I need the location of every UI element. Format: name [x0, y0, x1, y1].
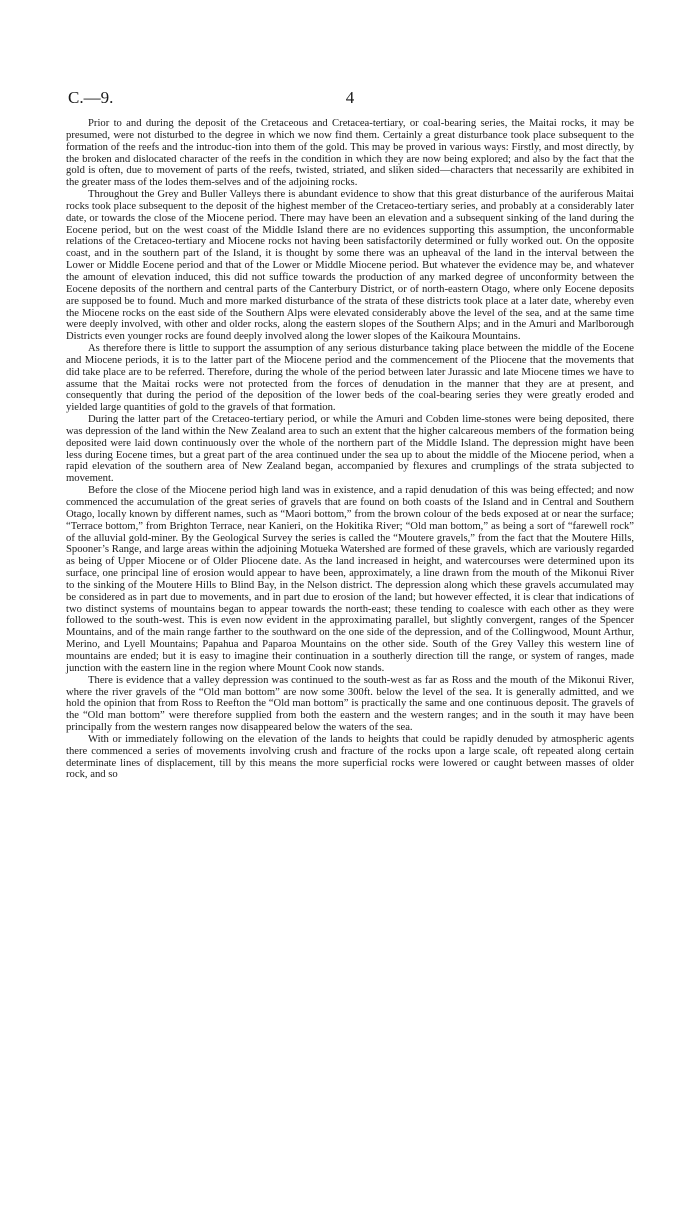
paragraph: Throughout the Grey and Buller Valleys there is abundant evidence to show that this great disturbance of the auriferous Maitai rocks took place subsequent to the deposit of the highest member of the Cretaceo-tertiary series, and probably at a considerably later date, or towards the close of the Miocene period. There may have been an elevation and a subsequent sinking of the land during the Eocene period, but on the west coast of the Middle Island there are no evidences supporting this assumption, the unconformable relations of the Cretaceo-tertiary and Miocene rocks not having been satisfactorily determined or fully worked out. On the opposite coast, and in the southern part of the Island, it is thought by some there was an upheaval of the land in the interval between the Lower or Middle Eocene period and that of the Lower or Middle Miocene period. But whatever the evidence may be, and whatever the amount of elevation induced, this did not suffice towards the production of any marked degree of unconformity between the Eocene deposits of the northern and central parts of the Canterbury District, or of north-eastern Otago, where only Eocene deposits are supposed be to found. Much and more marked disturbance of the strata of these districts took place at a later date, whereby even the Miocene rocks on the east side of the Southern Alps were elevated considerably above the level of the sea, and at the same time were deeply involved, with other and older rocks, along the eastern slopes of the Southern Alps; and in the Amuri and Marlborough Districts even younger rocks are found deeply involved along the lower slopes of the Kaikoura Mountains.: [66, 189, 634, 343]
page-header: [68, 88, 632, 112]
paragraph: During the latter part of the Cretaceo-tertiary period, or while the Amuri and Cobden lime-stones were being deposited, there was depression of the land within the New Zealand area to such an extent that the higher calcareous members of the formation being deposited were laid down continuously over the whole of the northern part of the Middle Island. The depression might have been less during Eocene times, but a great part of the area continued under the sea up to about the middle of the Miocene period, when a rapid elevation of the southern area of New Zealand began, accompanied by flexures and crumplings of the strata subjected to movement.: [66, 414, 634, 485]
paragraph: There is evidence that a valley depression was continued to the south-west as far as Ross and the mouth of the Mikonui River, where the river gravels of the “Old man bottom” are now some 300ft. below the level of the sea. It is generally admitted, and we hold the opinion that from Ross to Reefton the “Old man bottom” is practically the same and one continuous deposit. The gravels of the “Old man bottom” were therefore supplied from both the eastern and the western ranges; and in the south it may have been principally from the western ranges now disappeared below the waters of the sea.: [66, 674, 634, 734]
paragraph: As therefore there is little to support the assumption of any serious disturbance taking place between the middle of the Eocene and Miocene periods, it is to the latter part of the Miocene period and the commencement of the Pliocene that the movements that did take place are to be referred. Therefore, during the whole of the period between later Jurassic and late Miocene times we have to assume that the Maitai rocks were not protected from the forces of denudation in the manner that they are at present, and consequently that during the period of the deposition of the lower beds of the coal-bearing series they were greatly eroded and yielded large quantities of gold to the gravels of that formation.: [66, 343, 634, 414]
page-number: 4: [345, 88, 355, 107]
paragraph: Before the close of the Miocene period high land was in existence, and a rapid denudation of this was being effected; and now commenced the accumulation of the great series of gravels that are found on both coasts of the Island and in Central and Southern Otago, locally known by different names, such as “Maori bottom,” from the brown colour of the beds exposed at or near the surface; “Terrace bottom,” from Brighton Terrace, near Kanieri, on the Hokitika River; “Old man bottom,” as being a sort of “farewell rock” of the alluvial gold-miner. By the Geological Survey the series is called the “Moutere gravels,” from the fact that the Moutere Hills, Spooner’s Range, and large areas within the adjoining Motueka Watershed are formed of these gravels, which are variously regarded as being of Upper Miocene or of Older Pliocene date. As the land increased in height, and watercourses were determined upon its surface, one principal line of erosion would appear to have been, approximately, a line drawn from the mouth of the Mikonui River to the sinking of the Moutere Hills to Blind Bay, in the Nelson district. The depression along which these gravels accumulated may be considered as in part due to movements, and in part due to erosion of the land; but however effected, it is clear that indications of two distinct systems of mountains began to appear towards the north-east; these tending to coalesce with each other as they were followed to the south-west. This is even now evident in the approximating parallel, but slightly convergent, ranges of the Spencer Mountains, and of the main range farther to the southward on the one side of the depression, and of the Collingwood, Mount Arthur, Merino, and Lyell Mountains; Papahua and Paparoa Mountains on the other side. South of the Grey Valley this western line of mountains are ended; but it is easy to imagine their continuation in a southerly direction till the range, or system of ranges, made junction with the eastern line in the region where Mount Cook now stands.: [66, 485, 634, 674]
paragraph: Prior to and during the deposit of the Cretaceous and Cretacea-tertiary, or coal-bearing series, the Maitai rocks, it may be presumed, were not disturbed to the degree in which we now find them. Certainly a great disturbance took place subsequent to the formation of the reefs and the introduc-tion into them of the gold. This may be proved in various ways: Firstly, and most directly, by the broken and dislocated character of the reefs in the condition in which they are now being explored; and also by the fact that the gold is often, due to movement of parts of the reefs, twisted, striated, and sliken sided—characters that necessarily are exhibited in the greater mass of the lodes them-selves and of the adjoining rocks.: [66, 118, 634, 189]
paragraph: With or immediately following on the elevation of the lands to heights that could be rapidly denuded by atmospheric agents there commenced a series of movements involving crush and fracture of the rocks upon a large scale, oft repeated along certain determinate lines of displacement, till by this means the more superficial rocks were lowered or caught between masses of older rock, and so: [66, 733, 634, 781]
document-reference: C.—9.: [68, 88, 114, 107]
body-text: [66, 118, 634, 781]
